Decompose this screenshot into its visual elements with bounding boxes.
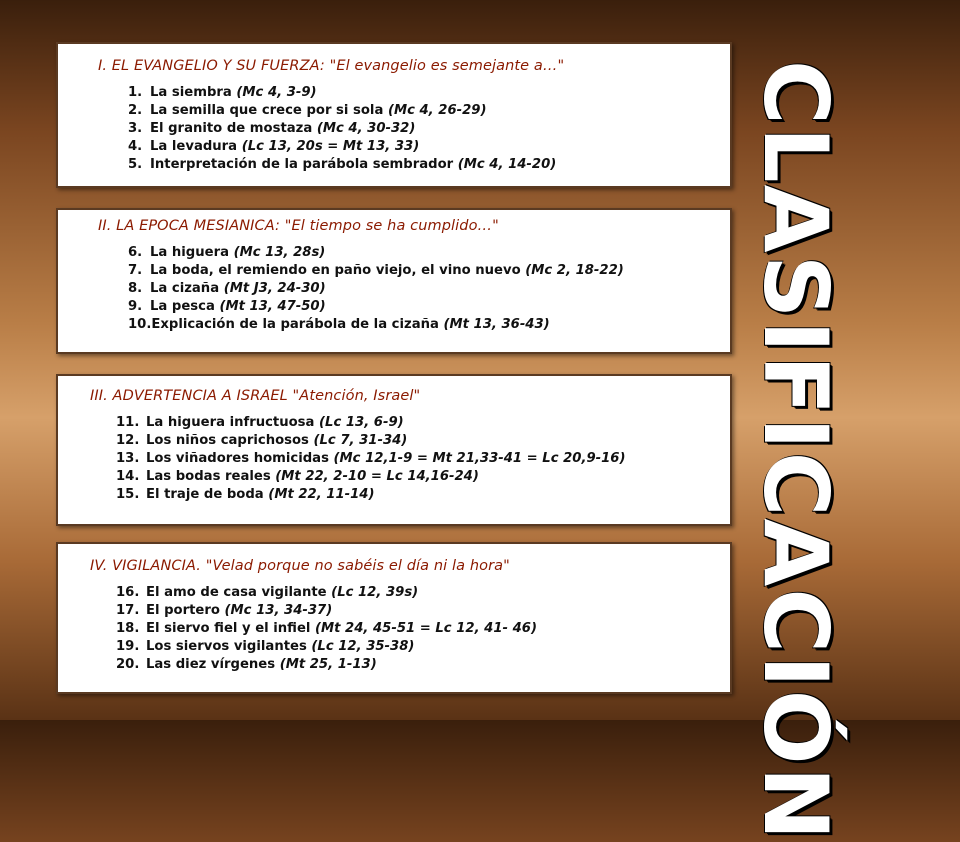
item-number: 12. — [116, 433, 140, 448]
item-number: 7. — [128, 263, 143, 278]
section-heading: II. LA EPOCA MESIANICA: "El tiempo se ha cumplido…" — [98, 218, 499, 234]
item-number: 8. — [128, 281, 143, 296]
item-reference: (Mt 24, 45-51 = Lc 12, 41- 46) — [315, 621, 537, 636]
item-reference: (Mt 22, 11-14) — [268, 487, 375, 502]
item-number: 9. — [128, 299, 143, 314]
list-item — [128, 244, 624, 262]
item-reference: (Mt 13, 36-43) — [443, 317, 550, 332]
list-item — [116, 486, 626, 504]
item-text: La higuera infructuosa — [146, 415, 320, 430]
item-reference: (Mt 25, 1-13) — [279, 657, 377, 672]
item-text: Las diez vírgenes — [146, 657, 280, 672]
item-list — [128, 244, 624, 334]
item-number: 4. — [128, 139, 143, 154]
item-number: 11. — [116, 415, 140, 430]
item-number: 5. — [128, 157, 143, 172]
list-item — [116, 584, 537, 602]
item-text: El amo de casa vigilante — [146, 585, 332, 600]
section-box-3 — [56, 374, 732, 526]
list-item — [128, 280, 624, 298]
item-number: 20. — [116, 657, 140, 672]
item-reference: (Mt 13, 47-50) — [219, 299, 326, 314]
item-reference: (Mc 4, 3-9) — [236, 85, 317, 100]
item-text: Los siervos vigilantes — [146, 639, 312, 654]
item-text: El traje de boda — [146, 487, 269, 502]
item-text: La pesca — [150, 299, 220, 314]
item-number: 13. — [116, 451, 140, 466]
list-item — [116, 468, 626, 486]
slide-title: CLASIFICACIÓN — [744, 60, 847, 842]
item-number: 17. — [116, 603, 140, 618]
item-text: La semilla que crece por si sola — [150, 103, 388, 118]
item-reference: (Mc 4, 14-20) — [457, 157, 557, 172]
section-box-1 — [56, 42, 732, 188]
section-heading: IV. VIGILANCIA. "Velad porque no sabéis el día ni la hora" — [90, 558, 510, 574]
item-reference: (Mc 13, 28s) — [233, 245, 326, 260]
item-text: La levadura — [150, 139, 242, 154]
list-item — [116, 450, 626, 468]
item-reference: (Mt J3, 24-30) — [223, 281, 326, 296]
item-text: La higuera — [150, 245, 234, 260]
list-item — [128, 84, 556, 102]
list-item — [116, 656, 537, 674]
item-reference: (Mt 22, 2-10 = Lc 14,16-24) — [275, 469, 479, 484]
item-number: 2. — [128, 103, 143, 118]
item-text: El portero — [146, 603, 225, 618]
section-box-4 — [56, 542, 732, 694]
item-number: 15. — [116, 487, 140, 502]
item-number: 3. — [128, 121, 143, 136]
list-item — [116, 414, 626, 432]
item-number: 1. — [128, 85, 143, 100]
item-list — [116, 584, 537, 674]
item-list — [128, 84, 556, 174]
list-item — [116, 432, 626, 450]
item-reference: (Mc 4, 30-32) — [316, 121, 416, 136]
item-reference: (Lc 13, 20s = Mt 13, 33) — [241, 139, 420, 154]
list-item — [116, 638, 537, 656]
item-number: 10. — [128, 317, 152, 332]
item-text: Explicación de la parábola de la cizaña — [151, 317, 444, 332]
item-number: 16. — [116, 585, 140, 600]
item-text: Los niños caprichosos — [146, 433, 314, 448]
item-number: 14. — [116, 469, 140, 484]
item-text: Los viñadores homicidas — [146, 451, 334, 466]
list-item — [128, 156, 556, 174]
item-reference: (Lc 12, 39s) — [331, 585, 419, 600]
item-text: Interpretación de la parábola sembrador — [150, 157, 458, 172]
item-number: 6. — [128, 245, 143, 260]
list-item — [128, 138, 556, 156]
item-text: La siembra — [150, 85, 237, 100]
item-reference: (Mc 13, 34-37) — [224, 603, 333, 618]
list-item — [128, 316, 624, 334]
list-item — [116, 620, 537, 638]
item-reference: (Lc 13, 6-9) — [319, 415, 404, 430]
item-text: La boda, el remiendo en paño viejo, el vino nuevo — [150, 263, 526, 278]
item-reference: (Lc 12, 35-38) — [311, 639, 415, 654]
list-item — [128, 120, 556, 138]
list-item — [116, 602, 537, 620]
section-heading: III. ADVERTENCIA A ISRAEL "Atención, Israel" — [90, 388, 421, 404]
item-list — [116, 414, 626, 504]
item-reference: (Mc 4, 26-29) — [387, 103, 487, 118]
item-reference: (Mc 12,1-9 = Mt 21,33-41 = Lc 20,9-16) — [333, 451, 626, 466]
section-box-2 — [56, 208, 732, 354]
item-text: Las bodas reales — [146, 469, 276, 484]
section-heading: I. EL EVANGELIO Y SU FUERZA: "El evangelio es semejante a…" — [98, 58, 565, 74]
item-number: 19. — [116, 639, 140, 654]
item-text: La cizaña — [150, 281, 224, 296]
item-text: El granito de mostaza — [150, 121, 317, 136]
list-item — [128, 262, 624, 280]
item-text: El siervo fiel y el infiel — [146, 621, 315, 636]
item-reference: (Mc 2, 18-22) — [525, 263, 624, 278]
item-number: 18. — [116, 621, 140, 636]
list-item — [128, 298, 624, 316]
list-item — [128, 102, 556, 120]
item-reference: (Lc 7, 31-34) — [313, 433, 408, 448]
